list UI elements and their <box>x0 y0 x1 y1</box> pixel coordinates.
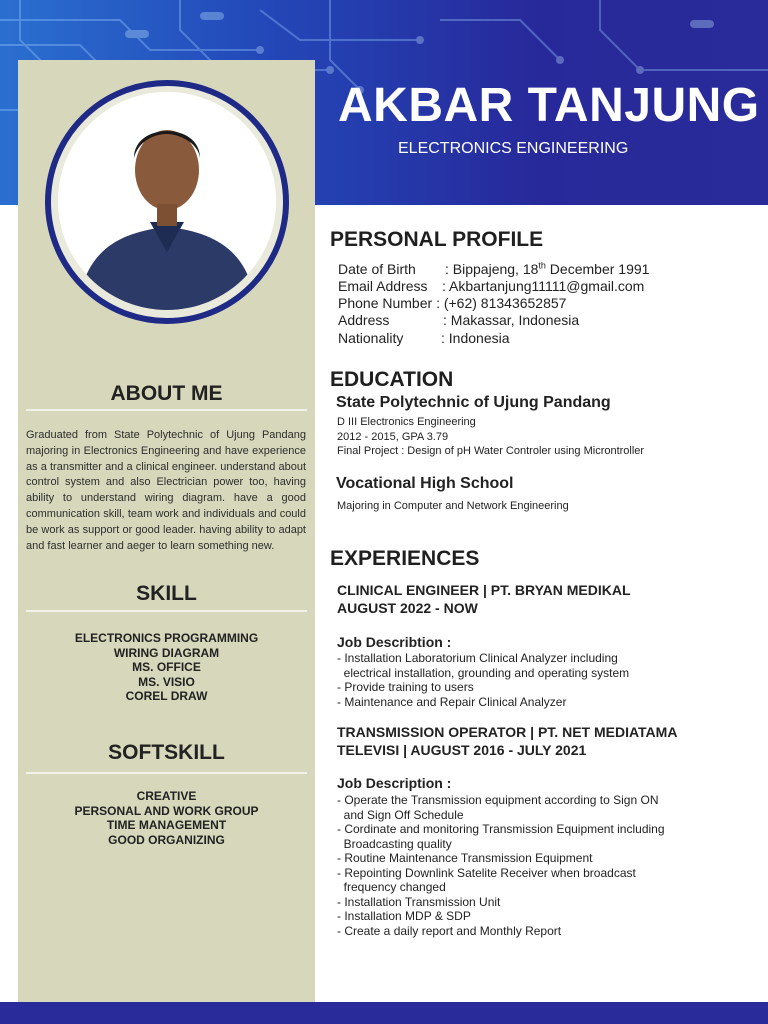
about-divider <box>26 409 307 411</box>
skill-item: COREL DRAW <box>125 689 208 703</box>
profile-photo <box>58 92 276 310</box>
job-1-description-heading: Job Describtion : <box>337 634 452 650</box>
email-label: Email Address <box>338 278 428 294</box>
profile-email-row <box>338 278 644 294</box>
job-2-title-line: TRANSMISSION OPERATOR | PT. NET MEDIATAMA <box>337 724 678 740</box>
job-2-title <box>337 723 677 759</box>
nationality-label: Nationality <box>338 330 404 346</box>
school-2-name: Vocational High School <box>336 475 514 492</box>
skill-divider <box>26 610 307 612</box>
job-1-title <box>337 581 631 617</box>
candidate-field: ELECTRONICS ENGINEERING <box>398 140 629 157</box>
list-item: frequency changed <box>337 880 446 894</box>
dob-label: Date of Birth <box>338 260 416 277</box>
softskill-divider <box>26 772 307 774</box>
profile-phone-row <box>338 295 566 311</box>
profile-address-row <box>338 312 579 328</box>
softskill-heading: SOFTSKILL <box>108 741 225 764</box>
school-1-name: State Polytechnic of Ujung Pandang <box>336 394 611 411</box>
person-avatar-icon <box>58 92 276 310</box>
personal-profile-heading: PERSONAL PROFILE <box>330 228 544 251</box>
about-me-heading: ABOUT ME <box>110 382 223 405</box>
skill-item: WIRING DIAGRAM <box>113 645 220 660</box>
list-item: - Installation Laboratorium Clinical Analyzer including <box>337 651 618 665</box>
school-1-details <box>337 415 644 459</box>
footer-bar <box>0 1002 768 1024</box>
skill-item: ELECTRONICS PROGRAMMING <box>74 631 259 645</box>
address-label: Address <box>338 312 390 328</box>
list-item: and Sign Off Schedule <box>337 807 464 822</box>
school-1-line: 2012 - 2015, GPA 3.79 <box>337 430 449 443</box>
list-item: Broadcasting quality <box>337 836 452 851</box>
softskill-list <box>18 789 315 847</box>
job-1-description-list <box>337 651 629 709</box>
softskill-item: PERSONAL AND WORK GROUP <box>74 803 259 818</box>
about-me-text: Graduated from State Polytechnic of Ujung Pandang majoring in Electronics Engineering and have experience as a transmitter and a clinical engineer. understand about control system and also Electrician power too, having ability to understand wiring diagram. have a good communication skill, team work and individuals and could be work as support or good leader. having ability to adapt and fast learner and aeger to learn something new. <box>26 429 306 552</box>
job-2-date-line: TELEVISI | AUGUST 2016 - JULY 2021 <box>337 742 587 758</box>
education-heading: EDUCATION <box>330 368 454 391</box>
job-2-description-heading: Job Description : <box>337 775 452 791</box>
job-1-date-line: AUGUST 2022 - NOW <box>337 600 478 616</box>
softskill-item: TIME MANAGEMENT <box>106 818 227 832</box>
phone-label: Phone Number <box>338 295 433 311</box>
list-item: electrical installation, grounding and operating system <box>337 665 630 680</box>
phone-value: : (+62) 81343652857 <box>436 295 567 311</box>
list-item: - Installation MDP & SDP <box>337 909 471 923</box>
school-1-line: Final Project : Design of pH Water Controler using Microntroller <box>337 445 645 457</box>
list-item: - Repointing Downlink Satelite Receiver when broadcast <box>337 865 636 880</box>
dob-value: : Bippajeng, 18th December 1991 <box>445 260 650 277</box>
skill-heading: SKILL <box>136 582 197 605</box>
list-item: - Installation Transmission Unit <box>337 894 501 909</box>
softskill-item: GOOD ORGANIZING <box>108 832 225 847</box>
list-item: - Operate the Transmission equipment according to Sign ON <box>337 793 659 807</box>
profile-nationality-row <box>338 330 510 346</box>
address-value: : Makassar, Indonesia <box>443 312 580 328</box>
skill-item: MS. OFFICE <box>132 660 201 674</box>
softskill-item: CREATIVE <box>136 789 197 803</box>
skill-item: MS. VISIO <box>138 674 195 689</box>
experiences-heading: EXPERIENCES <box>330 547 480 570</box>
job-1-title-line: CLINICAL ENGINEER | PT. BRYAN MEDIKAL <box>337 582 631 598</box>
nationality-value: : Indonesia <box>441 330 510 346</box>
email-value: : Akbartanjung11111@gmail.com <box>442 278 645 294</box>
list-item: - Maintenance and Repair Clinical Analyzer <box>337 694 567 709</box>
school-2-line: Majoring in Computer and Network Engineering <box>337 500 569 512</box>
list-item: - Routine Maintenance Transmission Equipment <box>337 851 593 865</box>
list-item: - Provide training to users <box>337 680 474 694</box>
list-item: - Create a daily report and Monthly Report <box>337 923 562 938</box>
school-1-line: D III Electronics Engineering <box>337 416 476 428</box>
profile-dob-row <box>338 260 649 277</box>
candidate-name: AKBAR TANJUNG <box>338 79 760 132</box>
job-2-description-list <box>337 793 665 938</box>
skill-list <box>18 631 315 704</box>
list-item: - Cordinate and monitoring Transmission Equipment including <box>337 822 665 836</box>
